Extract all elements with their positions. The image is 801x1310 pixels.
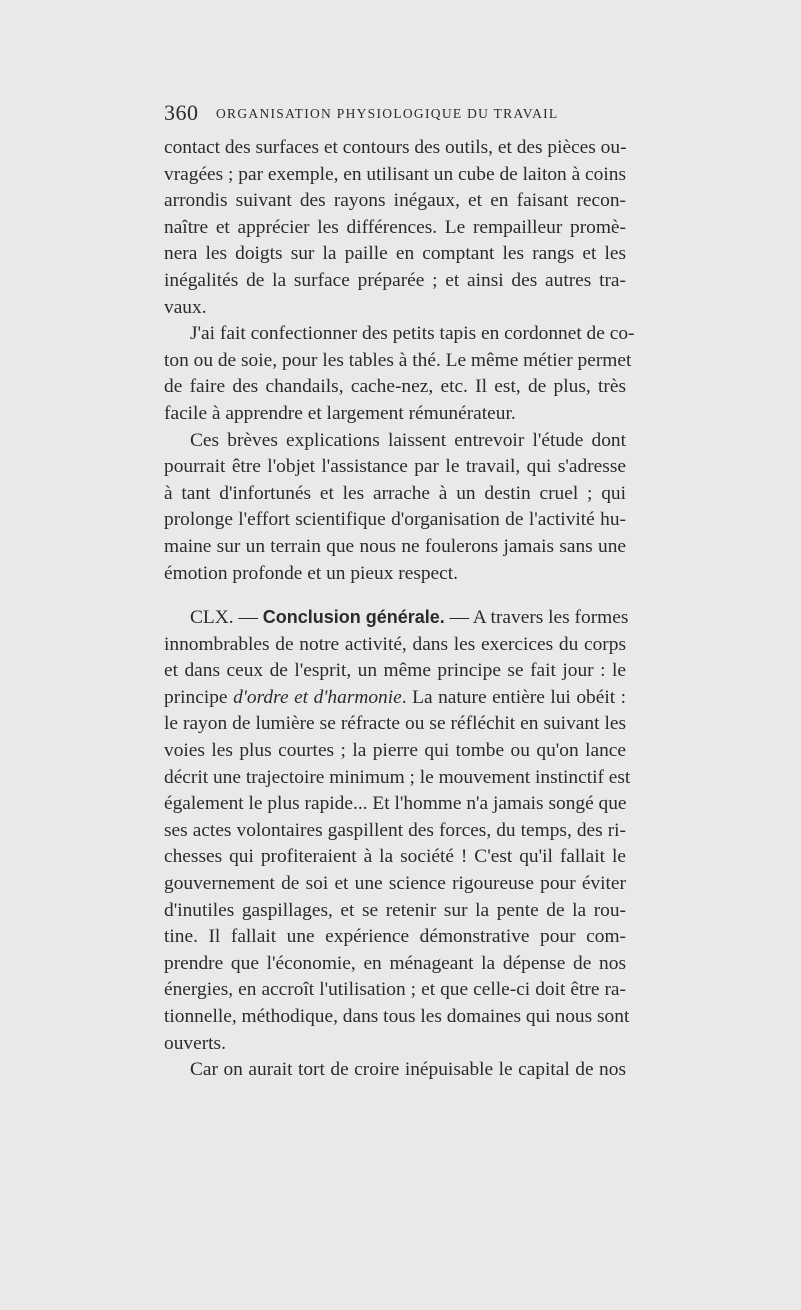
text-line: tine. Il fallait une expérience démonstrative pour com-	[164, 926, 626, 948]
text-line: chesses qui profiteraient à la société ! C'est qu'il fallait le	[164, 846, 626, 868]
text-line: tionnelle, méthodique, dans tous les domaines qui nous sont	[164, 1006, 630, 1027]
text-line: voies les plus courtes ; la pierre qui tombe ou qu'on lance	[164, 740, 626, 762]
text-line: le rayon de lumière se réfracte ou se réfléchit en suivant les	[164, 713, 626, 735]
section-heading-line	[164, 604, 629, 632]
text-line: Car on aurait tort de croire inépuisable le capital de nos	[190, 1059, 626, 1081]
text-line: gouvernement de soi et une science rigoureuse pour éviter	[164, 873, 626, 895]
text-line: également le plus rapide... Et l'homme n'a jamais songé que	[164, 793, 627, 815]
text-line: nera les doigts sur la paille en comptant les rangs et les	[164, 243, 626, 265]
text-line: prolonge l'effort scientifique d'organisation de l'activité hu-	[164, 509, 626, 531]
text-line: ses actes volontaires gaspillent des forces, du temps, des ri-	[164, 819, 626, 841]
text-line: innombrables de notre activité, dans les exercices du corps	[164, 633, 626, 655]
text-line: pourrait être l'objet l'assistance par le travail, qui s'adresse	[164, 456, 626, 478]
page-number: 360	[164, 100, 199, 125]
text-line: naître et apprécier les différences. Le rempailleur promè-	[164, 216, 626, 238]
body-text	[164, 135, 635, 1084]
section-paragraph	[164, 604, 631, 1057]
text-line: prendre que l'économie, en ménageant la dépense de nos	[164, 952, 626, 974]
section-title: Conclusion générale.	[262, 607, 445, 628]
text-line: facile à apprendre et largement rémunérateur.	[164, 402, 516, 424]
text-line: arrondis suivant des rayons inégaux, et en faisant recon-	[164, 190, 626, 212]
text-line: J'ai fait confectionner des petits tapis en cordonnet de co-	[190, 323, 635, 345]
text-line: d'inutiles gaspillages, et se retenir sur la pente de la rou-	[164, 899, 626, 921]
text-line: vragées ; par exemple, en utilisant un cube de laiton à coins	[164, 163, 626, 185]
text-line: décrit une trajectoire minimum ; le mouvement instinctif est	[164, 766, 631, 788]
text-line: ton ou de soie, pour les tables à thé. Le même métier permet	[164, 349, 632, 371]
section-number: CLX. —	[190, 607, 263, 629]
text-line: inégalités de la surface préparée ; et ainsi des autres tra-	[164, 269, 626, 291]
text-line: à tant d'infortunés et les arrache à un destin cruel ; qui	[164, 482, 626, 504]
paragraph	[164, 1057, 626, 1084]
text-line: Ces brèves explications laissent entrevoir l'étude dont	[190, 429, 626, 451]
running-head: ORGANISATION PHYSIOLOGIQUE DU TRAVAIL	[216, 106, 559, 121]
emphasis-suffix: . La nature entière lui obéit :	[401, 686, 626, 708]
section-heading-continuation: — A travers les formes	[444, 607, 629, 629]
emphasis-text: d'ordre et d'harmonie	[233, 686, 402, 708]
text-line: de faire des chandails, cache-nez, etc. Il est, de plus, très	[164, 376, 626, 398]
text-line: énergies, en accroît l'utilisation ; et que celle-ci doit être ra-	[164, 979, 626, 1001]
page-header	[164, 100, 684, 128]
emphasis-line	[164, 685, 626, 712]
text-line: contact des surfaces et contours des outils, et des pièces ou-	[164, 137, 627, 158]
text-line: maine sur un terrain que nous ne foulerons jamais sans une	[164, 535, 626, 557]
text-line: émotion profonde et un pieux respect.	[164, 562, 459, 584]
paragraph	[164, 135, 626, 321]
text-line: ouverts.	[164, 1032, 226, 1054]
paragraph	[164, 321, 635, 427]
section-spacer	[164, 587, 626, 604]
text-line: et dans ceux de l'esprit, un même principe se fait jour : le	[164, 660, 626, 682]
text-line: vaux.	[164, 296, 207, 318]
paragraph	[164, 428, 626, 588]
emphasis-prefix: principe	[164, 686, 234, 708]
